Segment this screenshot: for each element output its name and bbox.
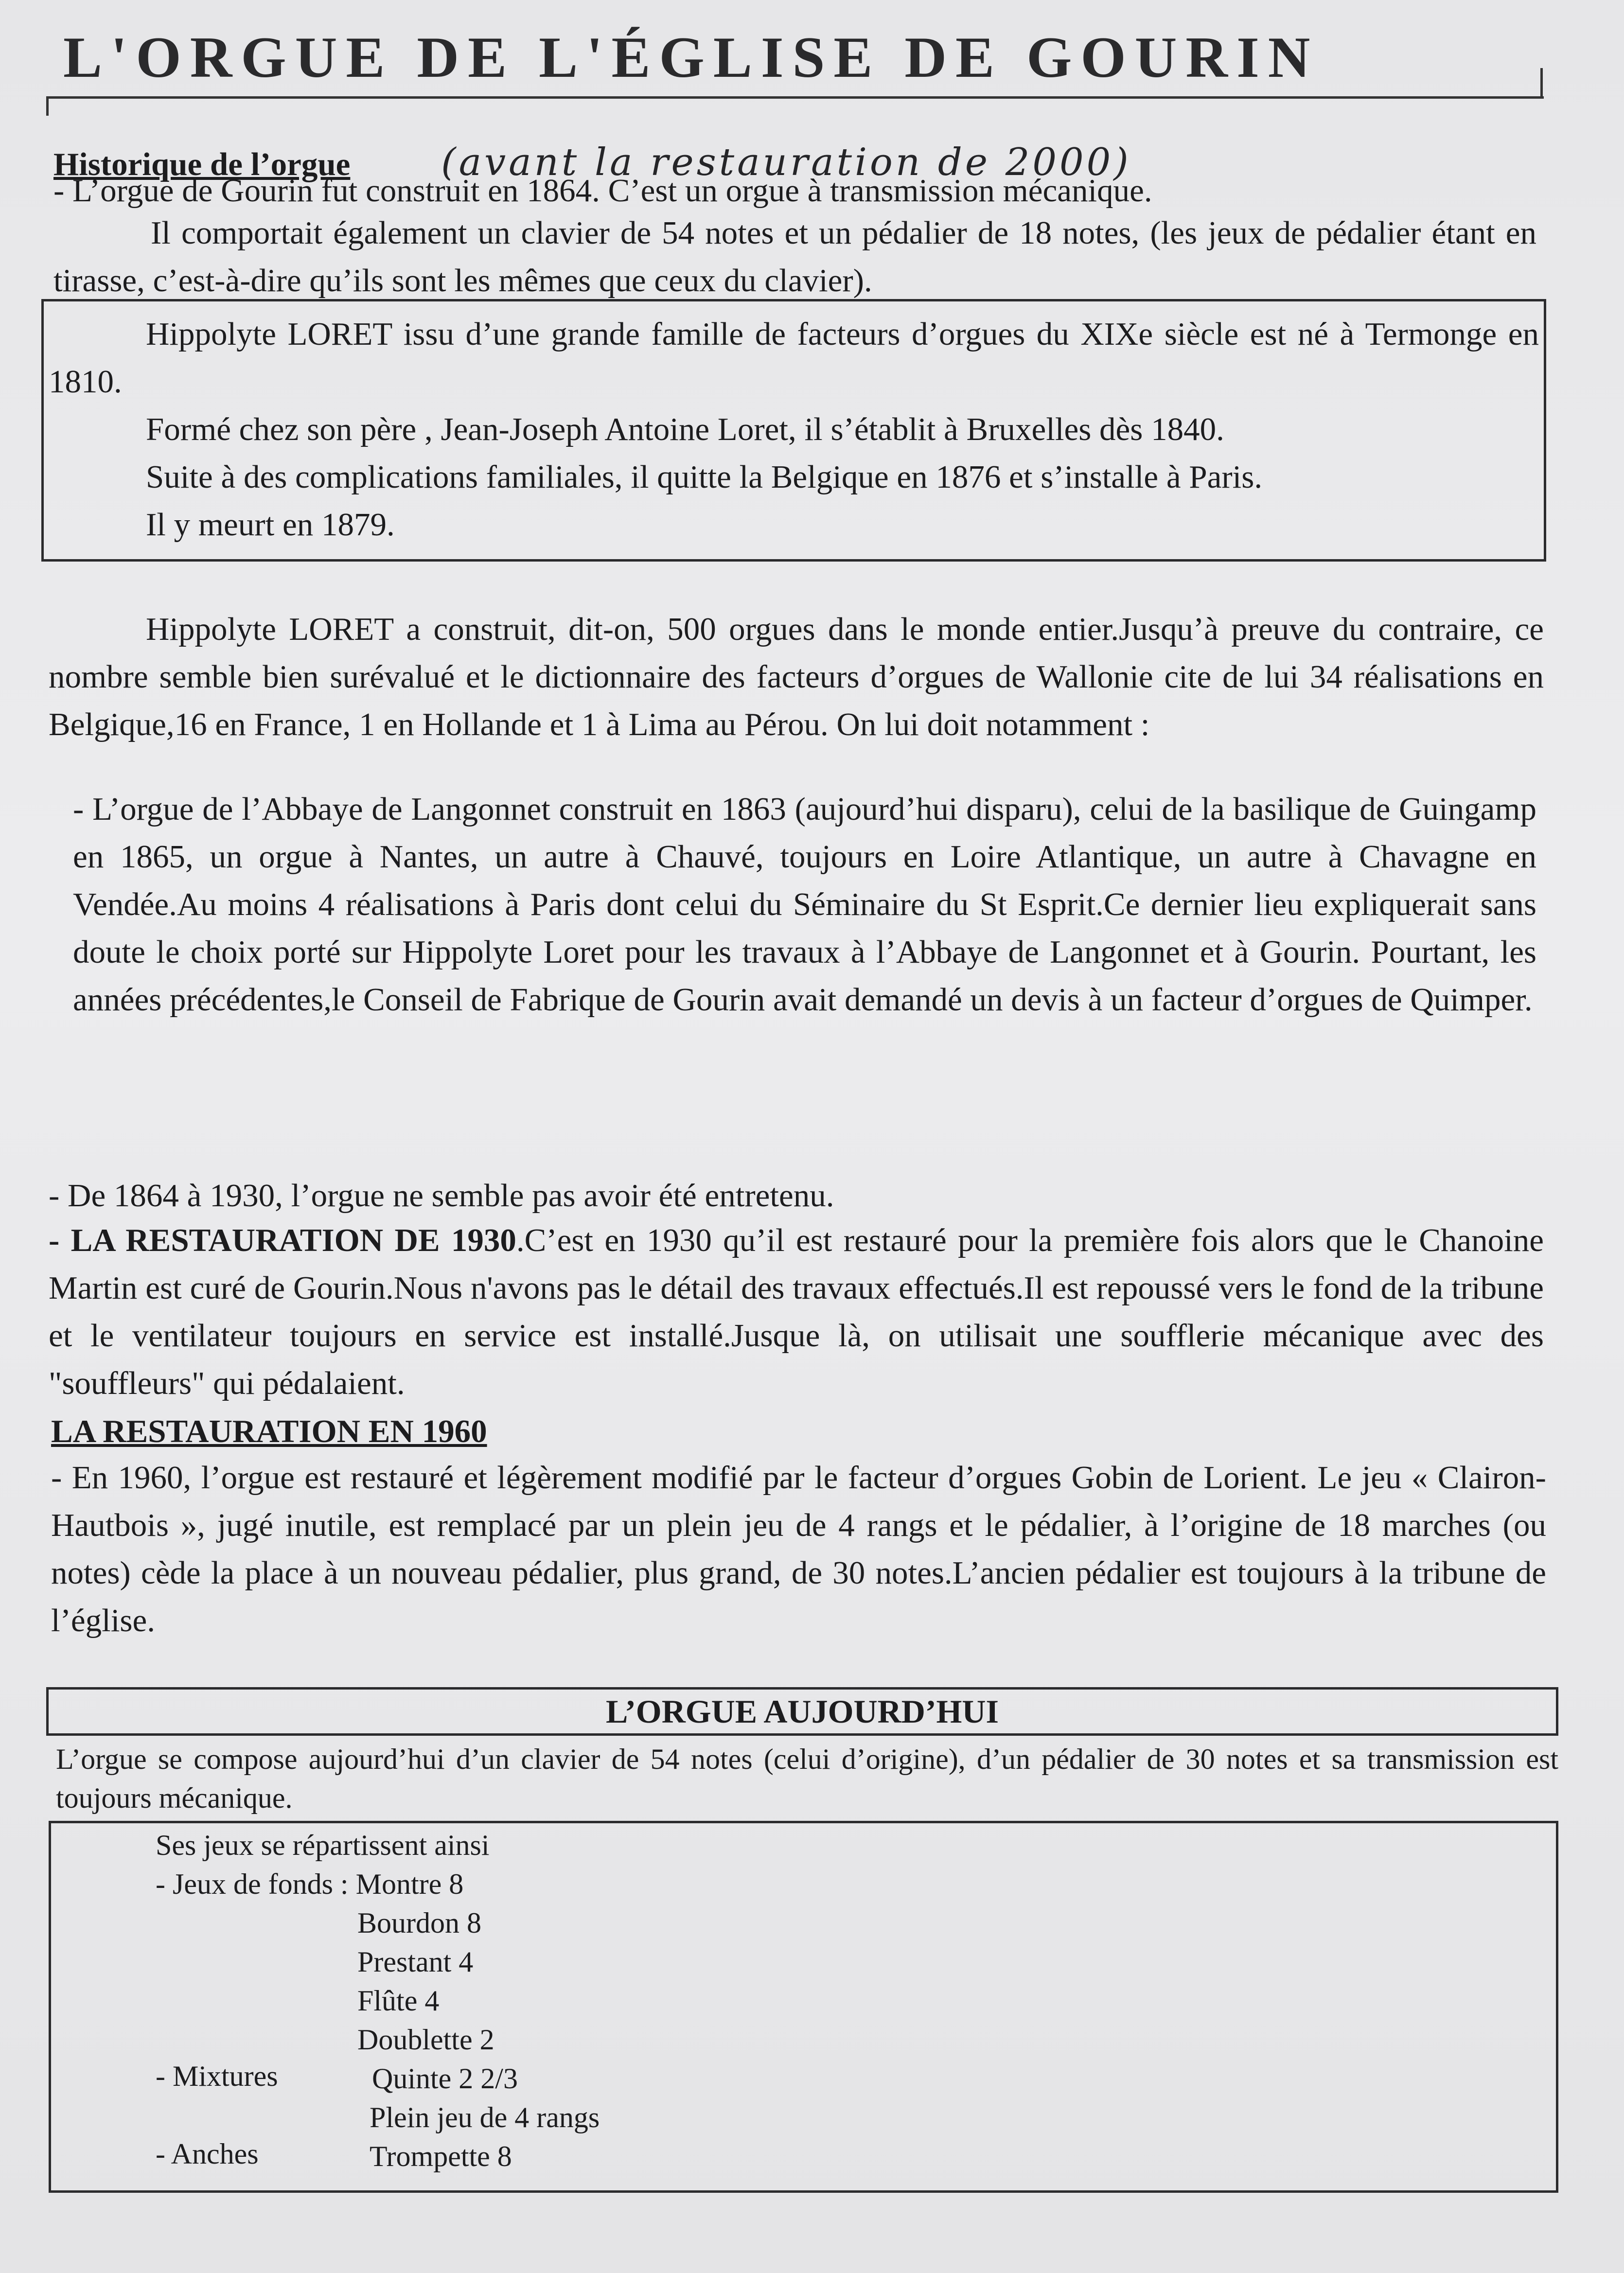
restauration-1960-paragraph [51, 1454, 1546, 1644]
header-rule-tick [46, 96, 49, 116]
historique-heading: Historique de l’orgue [53, 146, 351, 182]
loret-paragraph-text-2: - L’orgue de l’Abbaye de Langonnet construit en 1863 (aujourd’hui disparu), celui de la basilique de Guingamp en 1865, un orgue à Nantes, un autre à Chauvé, toujours en Loire Atlantique, un autre à Chavagne en Vendée.Au moins 4 réalisations à Paris dont celui du Séminaire du St Esprit.Ce dernier lieu expliquerait sans doute le choix porté sur Hippolyte Loret pour les travaux à l’Abbaye de Langonnet et à Gourin. Pourtant, les années précédentes,le Conseil de Fabrique de Gourin avait demandé un devis à un facteur d’orgues de Quimper. [73, 791, 1536, 1018]
jeu-mixtures-item: Plein jeu de 4 rangs [370, 2101, 600, 2133]
jeu-mixtures-item: Quinte 2 2/3 [372, 2062, 518, 2095]
loret-box-text-1: Hippolyte LORET issu d’une grande famille de facteurs d’orgues du XIXe siècle est né à Termonge en 1810. [49, 316, 1539, 400]
loret-box-line-4 [146, 501, 1536, 548]
aujourdhui-title-box [46, 1687, 1558, 1736]
cut-off-header-text: L'ORGUE DE L'ÉGLISE DE GOURIN [63, 25, 1319, 89]
loret-box-line-1 [49, 310, 1539, 405]
cut-off-header [63, 25, 1376, 97]
restauration-1930-text: .C’est en 1930 qu’il est restauré pour la première fois alors que le Chanoine Martin est curé de Gourin.Nous n'avons pas le détail des travaux effectués.Il est repoussé vers le fond de la tribune et le ventilateur toujours en service est installé.Jusque là, on utilisait une soufflerie mécanique avec des "souffleurs" qui pédalaient. [49, 1222, 1544, 1401]
jeux-fonds-label: - Jeux de fonds : Montre 8 [156, 1868, 464, 1900]
handwritten-note: (avant la restauration de 2000) [441, 141, 1131, 184]
loret-box-text-4: Il y meurt en 1879. [146, 507, 395, 543]
jeu-anches-item: Trompette 8 [370, 2140, 512, 2172]
restauration-1960-text: - En 1960, l’orgue est restauré et légèrement modifié par le facteur d’orgues Gobin de Lorient. Le jeu « Clairon-Hautbois », jugé inutile, est remplacé par un plein jeu de 4 rangs et le pédalier, à l’origine de 18 marches (ou notes) cède la place à un nouveau pédalier, plus grand, de 30 notes.L’ancien pédalier est toujours à la tribune de l’église. [51, 1460, 1546, 1639]
loret-paragraph-1 [49, 605, 1544, 748]
aujourdhui-text: L’orgue se compose aujourd’hui d’un clavier de 54 notes (celui d’origine), d’un pédalier de 30 notes et sa transmission est toujours mécanique. [56, 1743, 1558, 1814]
historique-text-2: Il comportait également un clavier de 54 notes et un pédalier de 18 notes, (les jeux de pédalier étant en tirasse, c’est-à-dire qu’ils sont les mêmes que ceux du clavier). [53, 215, 1536, 299]
jeu-fonds-item: Bourdon 8 [357, 1907, 481, 1939]
jeux-box [49, 1821, 1558, 2193]
aujourdhui-paragraph [56, 1740, 1558, 1817]
restauration-1960-heading: LA RESTAURATION EN 1960 [51, 1413, 487, 1449]
jeux-intro: Ses jeux se répartissent ainsi [156, 1829, 490, 1861]
restauration-1930-heading: - LA RESTAURATION DE 1930 [49, 1222, 516, 1258]
aujourdhui-title: L’ORGUE AUJOURD’HUI [606, 1693, 999, 1730]
jeu-fonds-item: Flûte 4 [357, 1985, 440, 2017]
loret-biography-box [41, 299, 1546, 562]
restauration-1930-paragraph [49, 1216, 1544, 1407]
jeu-fonds-item: Prestant 4 [357, 1946, 474, 1978]
jeux-anches-label: - Anches [156, 2138, 259, 2170]
loret-box-text-3: Suite à des complications familiales, il quitte la Belgique en 1876 et s’installe à Paris. [146, 459, 1263, 495]
header-rule-tick [1540, 68, 1543, 97]
jeu-fonds-item: Doublette 2 [357, 2024, 494, 2056]
entretien-line [49, 1172, 1544, 1219]
header-rule [46, 96, 1544, 99]
historique-text-1: - L’orgue de Gourin fut construit en 1864. C’est un orgue à transmission mécanique. [53, 173, 1152, 209]
loret-paragraph-2 [73, 785, 1536, 1023]
loret-paragraph-text-1: Hippolyte LORET a construit, dit-on, 500 orgues dans le monde entier.Jusqu’à preuve du contraire, ce nombre semble bien surévalué et le dictionnaire des facteurs d’orgues de Wallonie cite de lui 34 réalisations en Belgique,16 en France, 1 en Hollande et 1 à Lima au Pérou. On lui doit notamment : [49, 611, 1544, 742]
loret-box-line-3 [146, 453, 1536, 501]
historique-line-1 [53, 167, 1541, 214]
restauration-1960-heading-row [51, 1408, 1546, 1455]
loret-box-text-2: Formé chez son père , Jean-Joseph Antoine Loret, il s’établit à Bruxelles dès 1840. [146, 411, 1224, 447]
loret-box-line-2 [146, 405, 1536, 453]
jeux-mixtures-label: - Mixtures [156, 2060, 278, 2092]
entretien-text: - De 1864 à 1930, l’orgue ne semble pas avoir été entretenu. [49, 1178, 834, 1214]
historique-paragraph [53, 209, 1536, 304]
